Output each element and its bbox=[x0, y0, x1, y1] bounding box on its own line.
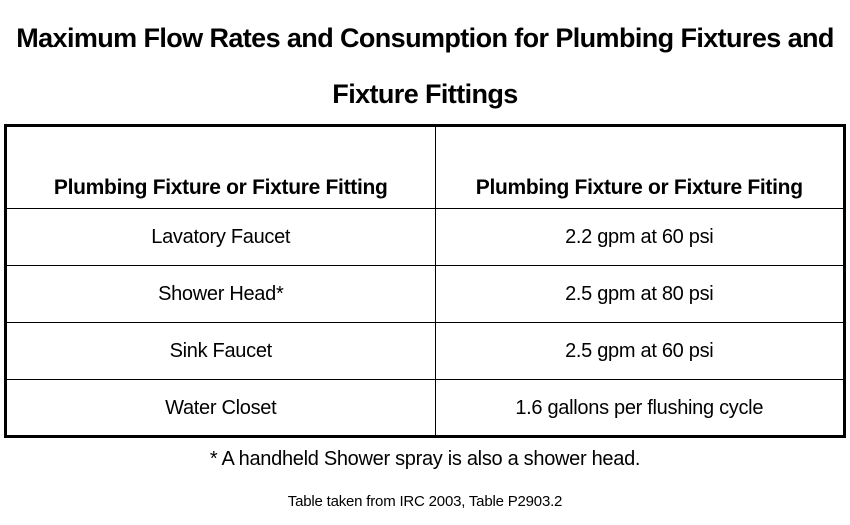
column-header-fixture: Plumbing Fixture or Fixture Fitting bbox=[7, 127, 435, 209]
flow-rate-cell: 2.5 gpm at 80 psi bbox=[435, 266, 843, 323]
page-title: Maximum Flow Rates and Consumption for Plumbing Fixtures and Fixture Fittings bbox=[16, 23, 834, 109]
source-note: Table taken from IRC 2003, Table P2903.2 bbox=[287, 493, 563, 510]
footnote: * A handheld Shower spray is also a shower head. bbox=[209, 448, 641, 470]
flow-rate-cell: 2.5 gpm at 60 psi bbox=[435, 323, 843, 380]
table-header-row bbox=[7, 127, 843, 209]
fixture-cell: Shower Head* bbox=[7, 266, 435, 323]
flow-rate-cell: 2.2 gpm at 60 psi bbox=[435, 209, 843, 266]
flow-rates-table bbox=[4, 124, 846, 438]
column-header-flow-rate: Plumbing Fixture or Fixture Fiting bbox=[435, 127, 843, 209]
table-row bbox=[7, 209, 843, 266]
table-row bbox=[7, 380, 843, 437]
table-row bbox=[7, 323, 843, 380]
fixture-cell: Lavatory Faucet bbox=[7, 209, 435, 266]
table-row bbox=[7, 266, 843, 323]
fixture-cell: Water Closet bbox=[7, 380, 435, 437]
fixture-cell: Sink Faucet bbox=[7, 323, 435, 380]
flow-rate-cell: 1.6 gallons per flushing cycle bbox=[435, 380, 843, 437]
